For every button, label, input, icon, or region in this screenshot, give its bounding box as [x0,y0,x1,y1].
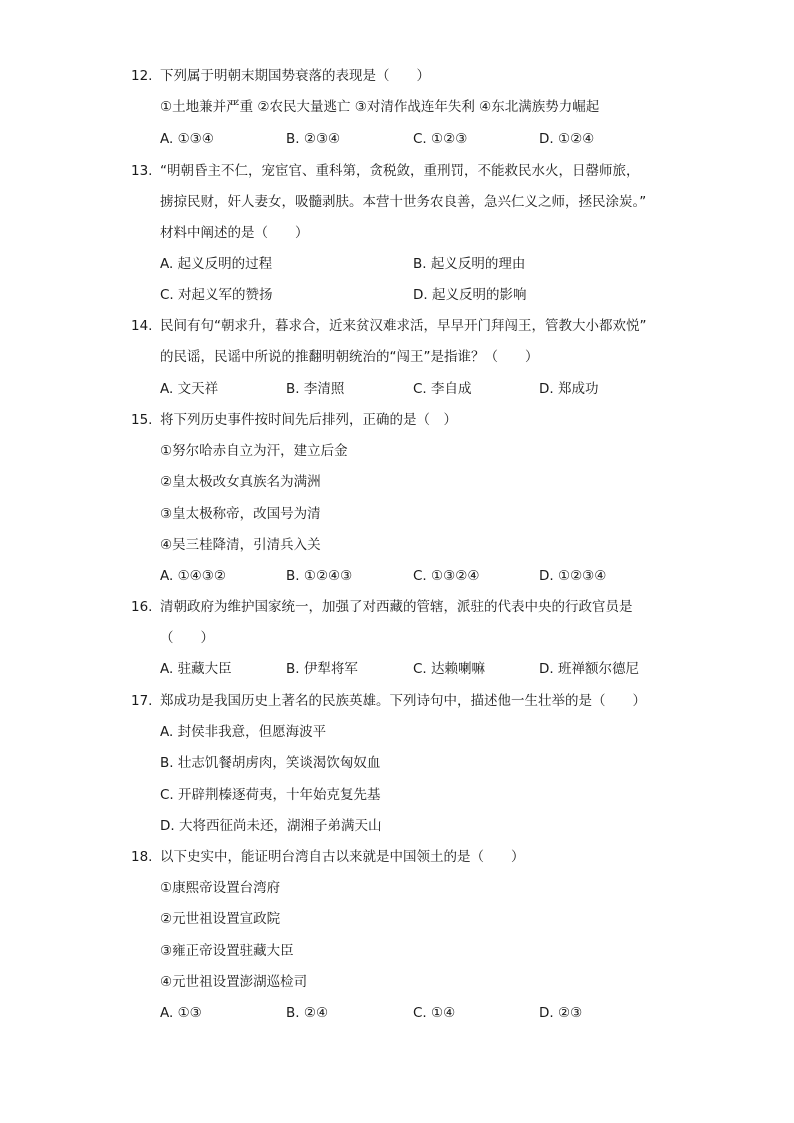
question-14-number: 14. [131,318,153,334]
question-17-number: 17. [131,693,153,709]
question-17-option-a[interactable]: A. 封侯非我意，但愿海波平 [160,724,327,740]
question-18-item-1: ①康熙帝设置台湾府 [160,880,281,896]
question-16-option-c[interactable]: C. 达赖喇嘛 [413,661,486,677]
question-15-option-b[interactable]: B. ①②④③ [286,568,353,584]
question-12-option-d[interactable]: D. ①②④ [539,131,595,147]
question-14-stem-line1: 民间有句“朝求升，暮求合，近来贫汉难求活，早早开门拜闯王，管教大小都欢悦” [160,318,647,334]
question-15-item-3: ③皇太极称帝，改国号为清 [160,506,321,522]
question-17-option-d[interactable]: D. 大将西征尚未还，湖湘子弟满天山 [160,818,382,834]
question-13-quote-line1: “明朝昏主不仁，宠宦官、重科第，贪税敛，重刑罚，不能救民水火，日罄师旅， [160,163,640,179]
question-15-item-2: ②皇太极改女真族名为满洲 [160,474,321,490]
question-12-stem: 下列属于明朝末期国势衰落的表现是（ ） [160,68,430,84]
question-15-option-d[interactable]: D. ①②③④ [539,568,607,584]
question-12-number: 12. [131,68,153,84]
question-15-item-1: ①努尔哈赤自立为汗，建立后金 [160,443,348,459]
question-18-item-4: ④元世祖设置澎湖巡检司 [160,974,308,990]
question-15-number: 15. [131,412,153,428]
question-13-number: 13. [131,163,153,179]
question-18-number: 18. [131,849,153,865]
question-12-option-a[interactable]: A. ①③④ [160,131,214,147]
question-13-option-b[interactable]: B. 起义反明的理由 [413,256,526,272]
question-16-number: 16. [131,599,153,615]
question-12-option-c[interactable]: C. ①②③ [413,131,468,147]
question-14-option-d[interactable]: D. 郑成功 [539,381,599,397]
question-13-option-d[interactable]: D. 起义反明的影响 [413,287,527,303]
question-14-option-b[interactable]: B. 李清照 [286,381,345,397]
question-15-option-c[interactable]: C. ①③②④ [413,568,480,584]
question-16-option-b[interactable]: B. 伊犁将军 [286,661,358,677]
question-14-option-c[interactable]: C. 李自成 [413,381,472,397]
question-16-answer-blank: （ ） [160,630,214,646]
question-18-stem: 以下史实中，能证明台湾自古以来就是中国领土的是（ ） [160,849,525,865]
question-15-item-4: ④吴三桂降清，引清兵入关 [160,537,321,553]
question-13-quote-line2: 掳掠民财，奸人妻女，吸髓剥肤。本营十世务农良善，急兴仁义之师，拯民涂炭。” [160,194,647,210]
question-18-option-b[interactable]: B. ②④ [286,1005,329,1021]
question-12-option-b[interactable]: B. ②③④ [286,131,341,147]
question-14-stem-line2: 的民谣，民谣中所说的推翻明朝统治的“闯王”是指谁？（ ） [160,349,539,365]
question-15-stem: 将下列历史事件按时间先后排列，正确的是（ ） [160,412,457,428]
question-18-item-2: ②元世祖设置宣政院 [160,911,281,927]
question-18-item-3: ③雍正帝设置驻藏大臣 [160,943,294,959]
question-18-option-d[interactable]: D. ②③ [539,1005,583,1021]
question-16-stem: 清朝政府为维护国家统一，加强了对西藏的管辖，派驻的代表中央的行政官员是 [160,599,633,615]
question-17-option-c[interactable]: C. 开辟荆榛逐荷夷，十年始克复先基 [160,787,381,803]
question-17-option-b[interactable]: B. 壮志饥餐胡虏肉，笑谈渴饮匈奴血 [160,755,381,771]
question-16-option-d[interactable]: D. 班禅额尔德尼 [539,661,639,677]
question-13-option-a[interactable]: A. 起义反明的过程 [160,256,273,272]
question-16-option-a[interactable]: A. 驻藏大臣 [160,661,232,677]
question-18-option-c[interactable]: C. ①④ [413,1005,456,1021]
question-18-option-a[interactable]: A. ①③ [160,1005,202,1021]
question-17-stem: 郑成功是我国历史上著名的民族英雄。下列诗句中，描述他一生壮举的是（ ） [160,693,646,709]
question-13-option-c[interactable]: C. 对起义军的赞扬 [160,287,273,303]
question-14-option-a[interactable]: A. 文天祥 [160,381,219,397]
question-12-items: ①土地兼并严重 ②农民大量逃亡 ③对清作战连年失利 ④东北满族势力崛起 [160,99,600,115]
question-13-stem: 材料中阐述的是（ ） [160,225,309,241]
question-15-option-a[interactable]: A. ①④③② [160,568,226,584]
